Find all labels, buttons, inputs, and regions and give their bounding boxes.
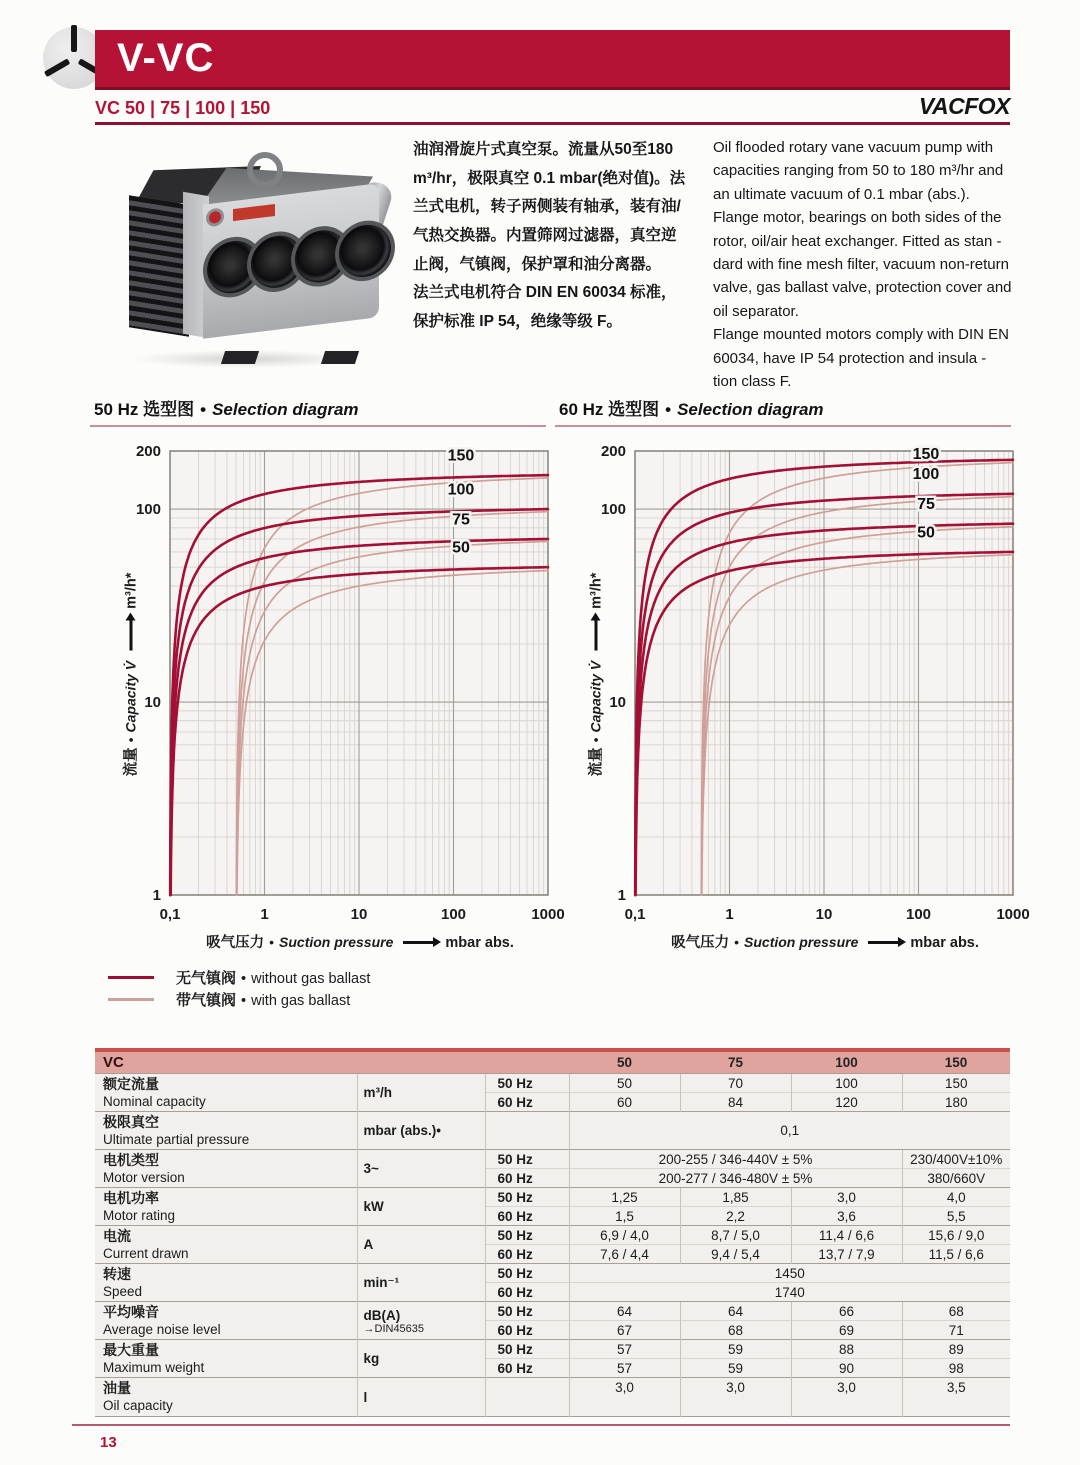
svg-text:200: 200 bbox=[135, 443, 161, 460]
spec-row bbox=[95, 1112, 1010, 1150]
svg-text:1: 1 bbox=[260, 906, 269, 923]
spec-row-unit: kg bbox=[357, 1340, 485, 1378]
description-en-p1: Oil flooded rotary vane vacuum pump with capacities ranging from 50 to 180 m³/hr and an ultimate vacuum of 0.1 mbar (abs.). Flange motor, bearings on both sides of the rotor, oil/air heat exchanger. Fitted as stan - dard with fine mesh filter, vacuum non-return valve, gas ballast valve, protection cover and oil separator. bbox=[713, 139, 1012, 320]
spec-hz-cell: 60 Hz bbox=[485, 1245, 569, 1264]
spec-value-cell: 57 bbox=[569, 1340, 680, 1359]
chart-title-60hz bbox=[555, 395, 1011, 427]
pump-foot bbox=[321, 351, 359, 364]
footer-rule bbox=[72, 1424, 1010, 1426]
spec-row-unit: min⁻¹ bbox=[357, 1264, 485, 1302]
spec-header-row bbox=[95, 1050, 1010, 1074]
spec-row bbox=[95, 1226, 1010, 1245]
spec-hz-cell: 60 Hz bbox=[485, 1207, 569, 1226]
spec-row bbox=[95, 1378, 1010, 1417]
svg-text:1: 1 bbox=[725, 906, 734, 923]
spec-row-unit: A bbox=[357, 1226, 485, 1264]
spec-header-col: 50 bbox=[569, 1050, 680, 1074]
spec-value-cell: 200-255 / 346-440V ± 5% bbox=[569, 1150, 902, 1169]
spec-value-cell: 3,0 bbox=[791, 1188, 902, 1207]
spec-value-cell: 98 bbox=[902, 1359, 1010, 1378]
spec-hz-cell bbox=[485, 1112, 569, 1150]
svg-text:100: 100 bbox=[905, 906, 932, 923]
svg-text:50: 50 bbox=[917, 524, 935, 542]
spec-value-cell: 120 bbox=[791, 1093, 902, 1112]
svg-text:100: 100 bbox=[135, 501, 161, 519]
spec-value-cell: 11,4 / 6,6 bbox=[791, 1226, 902, 1245]
arrow-right-icon bbox=[595, 621, 598, 651]
svg-text:0,1: 0,1 bbox=[159, 906, 181, 923]
spec-value-cell: 230/400V±10% bbox=[902, 1150, 1010, 1169]
x-axis-label: 吸气压力 • Suction pressure mbar abs. bbox=[671, 934, 979, 951]
svg-text:100: 100 bbox=[447, 481, 475, 499]
spec-value-cell: 2,2 bbox=[680, 1207, 791, 1226]
svg-text:100: 100 bbox=[440, 906, 467, 923]
spec-value-cell: 4,0 bbox=[902, 1188, 1010, 1207]
spec-header-col: 75 bbox=[680, 1050, 791, 1074]
y-axis-label: 流量•Capacity V̇m³/h* bbox=[122, 572, 140, 777]
y-axis-label: 流量•Capacity V̇m³/h* bbox=[587, 572, 605, 777]
spec-header-col: 100 bbox=[791, 1050, 902, 1074]
arrow-right-icon bbox=[403, 941, 433, 944]
spec-value-cell: 100 bbox=[791, 1074, 902, 1093]
spec-table bbox=[95, 1048, 1010, 1417]
spec-value-cell: 67 bbox=[569, 1321, 680, 1340]
pump-label bbox=[233, 204, 275, 221]
spec-header-vc: VC bbox=[95, 1050, 569, 1074]
spec-row-label: 极限真空 Ultimate partial pressure bbox=[95, 1112, 357, 1150]
svg-text:10: 10 bbox=[144, 694, 161, 712]
spec-value-cell: 89 bbox=[902, 1340, 1010, 1359]
title-bullet: • bbox=[200, 400, 207, 419]
spec-value-cell: 71 bbox=[902, 1321, 1010, 1340]
spec-row-label: 电机类型 Motor version bbox=[95, 1150, 357, 1188]
svg-text:1: 1 bbox=[617, 887, 626, 904]
spec-hz-cell: 50 Hz bbox=[485, 1226, 569, 1245]
spec-value-cell: 59 bbox=[680, 1340, 791, 1359]
description-zh-p2: 法兰式电机符合 DIN EN 60034 标准，保护标准 IP 54，绝缘等级 F。 bbox=[413, 284, 677, 331]
svg-text:100: 100 bbox=[600, 501, 626, 519]
spec-row-label: 最大重量 Maximum weight bbox=[95, 1340, 357, 1378]
spec-value-cell: 5,5 bbox=[902, 1207, 1010, 1226]
spec-value-cell: 11,5 / 6,6 bbox=[902, 1245, 1010, 1264]
arrow-right-icon bbox=[130, 621, 133, 651]
spec-hz-cell: 60 Hz bbox=[485, 1093, 569, 1112]
spec-value-cell: 60 bbox=[569, 1093, 680, 1112]
spec-row bbox=[95, 1302, 1010, 1321]
page-number: 13 bbox=[100, 1434, 117, 1451]
svg-text:50: 50 bbox=[452, 539, 470, 557]
spec-value-cell: 64 bbox=[680, 1302, 791, 1321]
spec-value-cell: 3,0 bbox=[680, 1378, 791, 1417]
selection-diagram-60hz bbox=[555, 395, 1030, 1010]
svg-text:200: 200 bbox=[600, 443, 626, 460]
logo-spoke bbox=[71, 25, 77, 52]
spec-table-container bbox=[95, 1048, 1010, 1417]
spec-value-cell: 0,1 bbox=[569, 1112, 1010, 1150]
legend-item-with-gas-ballast: 带气镇阀 • with gas ballast bbox=[108, 988, 555, 1010]
spec-value-cell: 200-277 / 346-480V ± 5% bbox=[569, 1169, 902, 1188]
svg-text:10: 10 bbox=[815, 906, 833, 923]
spec-hz-cell bbox=[485, 1378, 569, 1417]
spec-value-cell: 13,7 / 7,9 bbox=[791, 1245, 902, 1264]
spec-value-cell: 3,0 bbox=[791, 1378, 902, 1417]
legend bbox=[108, 966, 555, 1010]
spec-row-unit: kW bbox=[357, 1188, 485, 1226]
spec-header-col: 150 bbox=[902, 1050, 1010, 1074]
spec-value-cell: 3,6 bbox=[791, 1207, 902, 1226]
spec-value-cell: 7,6 / 4,4 bbox=[569, 1245, 680, 1264]
spec-row bbox=[95, 1188, 1010, 1207]
title-bullet: • bbox=[665, 400, 672, 419]
spec-value-cell: 68 bbox=[902, 1302, 1010, 1321]
chart-title-50hz bbox=[90, 395, 546, 427]
spec-value-cell: 15,6 / 9,0 bbox=[902, 1226, 1010, 1245]
spec-hz-cell: 60 Hz bbox=[485, 1359, 569, 1378]
spec-row-unit: m³/h bbox=[357, 1074, 485, 1112]
pump-cooler-fins bbox=[129, 195, 189, 337]
header-rule bbox=[95, 122, 1010, 125]
spec-row-unit: l bbox=[357, 1378, 485, 1417]
svg-text:1000: 1000 bbox=[996, 906, 1030, 923]
pump-lifting-eye bbox=[247, 152, 283, 188]
spec-row-label: 额定流量 Nominal capacity bbox=[95, 1074, 357, 1112]
spec-row bbox=[95, 1264, 1010, 1283]
spec-hz-cell: 60 Hz bbox=[485, 1321, 569, 1340]
spec-value-cell: 3,0 bbox=[569, 1378, 680, 1417]
spec-value-cell: 64 bbox=[569, 1302, 680, 1321]
svg-text:0,1: 0,1 bbox=[624, 906, 646, 923]
spec-value-cell: 1,25 bbox=[569, 1188, 680, 1207]
spec-hz-cell: 50 Hz bbox=[485, 1302, 569, 1321]
spec-hz-cell: 50 Hz bbox=[485, 1188, 569, 1207]
svg-text:75: 75 bbox=[917, 496, 935, 514]
spec-value-cell: 50 bbox=[569, 1074, 680, 1093]
spec-row-label: 电流 Current drawn bbox=[95, 1226, 357, 1264]
description-en bbox=[713, 136, 1013, 393]
legend-swatch-without-gas-ballast bbox=[108, 976, 154, 979]
brand-logo: VACFOX bbox=[918, 93, 1010, 119]
svg-text:100: 100 bbox=[912, 466, 940, 484]
spec-row-label: 电机功率 Motor rating bbox=[95, 1188, 357, 1226]
spec-row-label: 油量 Oil capacity bbox=[95, 1378, 357, 1417]
chart-area-50hz bbox=[90, 435, 565, 927]
spec-row-unit: 3~ bbox=[357, 1150, 485, 1188]
selection-chart-60hz bbox=[563, 435, 1030, 927]
spec-value-cell: 3,5 bbox=[902, 1378, 1010, 1417]
spec-value-cell: 57 bbox=[569, 1359, 680, 1378]
rotary-vane-vacuum-pump-photo bbox=[95, 136, 391, 376]
svg-text:150: 150 bbox=[912, 445, 940, 463]
spec-value-cell: 1740 bbox=[569, 1283, 1010, 1302]
selection-chart-50hz bbox=[98, 435, 565, 927]
spec-value-cell: 380/660V bbox=[902, 1169, 1010, 1188]
spec-row bbox=[95, 1150, 1010, 1169]
spec-value-cell: 70 bbox=[680, 1074, 791, 1093]
spec-value-cell: 1450 bbox=[569, 1264, 1010, 1283]
spec-value-cell: 150 bbox=[902, 1074, 1010, 1093]
spec-value-cell: 69 bbox=[791, 1321, 902, 1340]
chart-area-60hz bbox=[555, 435, 1030, 927]
chart-title-en: Selection diagram bbox=[212, 400, 359, 419]
spec-value-cell: 88 bbox=[791, 1340, 902, 1359]
spec-value-cell: 68 bbox=[680, 1321, 791, 1340]
selection-diagrams-section bbox=[0, 395, 1080, 1010]
model-range: VC 50 | 75 | 100 | 150 bbox=[95, 98, 271, 118]
svg-text:1: 1 bbox=[152, 887, 161, 904]
selection-diagram-50hz bbox=[90, 395, 565, 1010]
spec-hz-cell: 60 Hz bbox=[485, 1169, 569, 1188]
pump-foot bbox=[221, 351, 259, 364]
svg-text:10: 10 bbox=[609, 694, 626, 712]
spec-row-unit: dB(A) →DIN45635 bbox=[357, 1302, 485, 1340]
arrow-right-icon bbox=[868, 941, 898, 944]
pump-red-button bbox=[209, 211, 221, 224]
x-axis-label: 吸气压力 • Suction pressure mbar abs. bbox=[206, 934, 514, 951]
spec-hz-cell: 50 Hz bbox=[485, 1150, 569, 1169]
sub-header bbox=[95, 93, 1010, 120]
spec-value-cell: 84 bbox=[680, 1093, 791, 1112]
spec-value-cell: 6,9 / 4,0 bbox=[569, 1226, 680, 1245]
svg-text:1000: 1000 bbox=[531, 906, 565, 923]
description-zh-p1: 油润滑旋片式真空泵。流量从50至180 m³/hr，极限真空 0.1 mbar(绝对值)。法兰式电机，转子两侧装有轴承，装有油/气热交换器。内置筛网过滤器，真空逆止阀，气镇阀，保护罩和油分离器。 bbox=[413, 141, 686, 273]
page-title: V-VC bbox=[117, 36, 215, 80]
spec-value-cell: 9,4 / 5,4 bbox=[680, 1245, 791, 1264]
spec-hz-cell: 60 Hz bbox=[485, 1283, 569, 1302]
svg-text:10: 10 bbox=[350, 906, 368, 923]
svg-text:150: 150 bbox=[447, 447, 475, 465]
spec-row-label: 平均噪音 Average noise level bbox=[95, 1302, 357, 1340]
chart-title-zh: 60 Hz 选型图 bbox=[559, 400, 660, 419]
spec-value-cell: 66 bbox=[791, 1302, 902, 1321]
spec-row bbox=[95, 1074, 1010, 1093]
chart-title-zh: 50 Hz 选型图 bbox=[94, 400, 195, 419]
pump-fan-opening bbox=[339, 222, 391, 280]
spec-hz-cell: 50 Hz bbox=[485, 1074, 569, 1093]
spec-value-cell: 59 bbox=[680, 1359, 791, 1378]
spec-hz-cell: 50 Hz bbox=[485, 1340, 569, 1359]
description-en-p2: Flange mounted motors comply with DIN EN 60034, have IP 54 protection and insula - tion class F. bbox=[713, 326, 1009, 390]
spec-value-cell: 180 bbox=[902, 1093, 1010, 1112]
spec-row-label: 转速 Speed bbox=[95, 1264, 357, 1302]
spec-value-cell: 1,5 bbox=[569, 1207, 680, 1226]
description-zh bbox=[413, 136, 691, 393]
spec-hz-cell: 50 Hz bbox=[485, 1264, 569, 1283]
spec-row-unit: mbar (abs.)• bbox=[357, 1112, 485, 1150]
legend-item-without-gas-ballast: 无气镇阀 • without gas ballast bbox=[108, 966, 555, 988]
legend-swatch-with-gas-ballast bbox=[108, 998, 154, 1001]
spec-row bbox=[95, 1340, 1010, 1359]
spec-value-cell: 90 bbox=[791, 1359, 902, 1378]
pump-side-face bbox=[203, 183, 379, 339]
spec-value-cell: 8,7 / 5,0 bbox=[680, 1226, 791, 1245]
header-banner bbox=[95, 30, 1010, 90]
chart-title-en: Selection diagram bbox=[677, 400, 824, 419]
intro-section bbox=[95, 136, 1010, 393]
svg-text:75: 75 bbox=[452, 511, 470, 529]
spec-value-cell: 1,85 bbox=[680, 1188, 791, 1207]
